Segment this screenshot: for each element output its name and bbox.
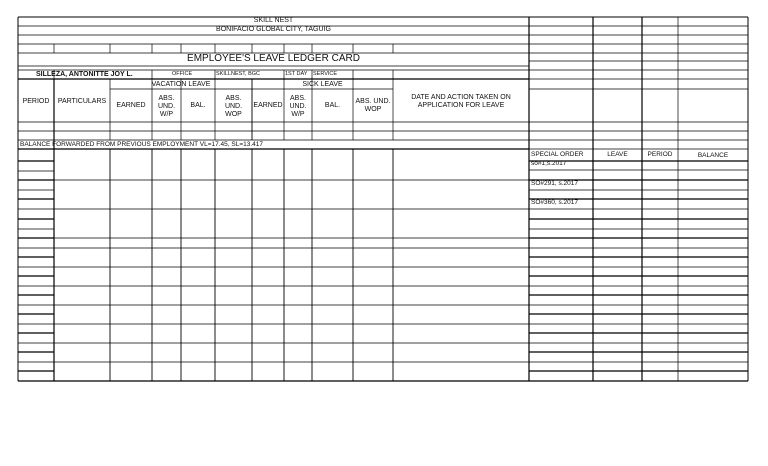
special-order-header: SPECIAL ORDER <box>531 151 584 158</box>
company-address: BONIFACIO GLOBAL CITY, TAGUIG <box>216 26 331 33</box>
special-order-entry: so#1,s.2017 <box>531 160 567 167</box>
page-title: EMPLOYEE'S LEAVE LEDGER CARD <box>187 53 360 64</box>
office-label: OFFICE <box>172 71 193 77</box>
sl-abs-wp-header-1: ABS. <box>290 95 306 102</box>
first-day-label: 1ST DAY <box>285 71 308 77</box>
special-order-entry: SO#360, s.2017 <box>531 199 578 206</box>
vl-abs-wp-header-1: ABS. <box>158 95 175 102</box>
period-header: PERIOD <box>22 98 50 105</box>
sick-leave-header: SICK LEAVE <box>302 81 343 88</box>
employee-name: SILLEZA, ANTONITTE JOY L. <box>36 71 133 78</box>
vl-abs-wp-header-2: UND. <box>157 103 176 110</box>
balance-forwarded-note: BALANCE FORWARDED FROM PREVIOUS EMPLOYMENT VL=17.45, SL=13.417 <box>20 141 263 148</box>
sl-bal-header: BAL. <box>324 102 341 109</box>
vl-abs-wop-header-1: ABS. <box>225 95 242 102</box>
sl-abs-wop-header-2: WOP <box>364 106 382 113</box>
date-action-header-1: DATE AND ACTION TAKEN ON <box>411 94 511 101</box>
company-name: SKILL NEST <box>253 17 294 24</box>
vacation-leave-header: VACATION LEAVE <box>151 81 211 88</box>
vl-abs-wop-header-3: WOP <box>225 111 242 118</box>
sl-abs-wop-header-1: ABS. UND. <box>355 98 391 105</box>
so-leave-header: LEAVE <box>607 151 628 158</box>
so-period-header: PERIOD <box>647 151 673 158</box>
vl-abs-wop-header-2: UND. <box>224 103 243 110</box>
special-order-entry: SO#291, s.2017 <box>531 180 578 187</box>
particulars-header: PARTICULARS <box>57 98 107 105</box>
sl-abs-wp-header-2: UND. <box>289 103 307 110</box>
sl-abs-wp-header-3: W/P <box>291 111 305 118</box>
sl-earned-header: EARNED <box>253 102 283 109</box>
service-label: SERVICE <box>313 71 338 77</box>
office-value: SKILLNEST, BGC <box>216 71 261 77</box>
vl-abs-wp-header-3: W/P <box>159 111 174 118</box>
so-balance-header: BALANCE <box>697 152 729 159</box>
date-action-header-2: APPLICATION FOR LEAVE <box>417 102 505 109</box>
vl-earned-header: EARNED <box>116 102 146 109</box>
vl-bal-header: BAL. <box>190 102 206 109</box>
